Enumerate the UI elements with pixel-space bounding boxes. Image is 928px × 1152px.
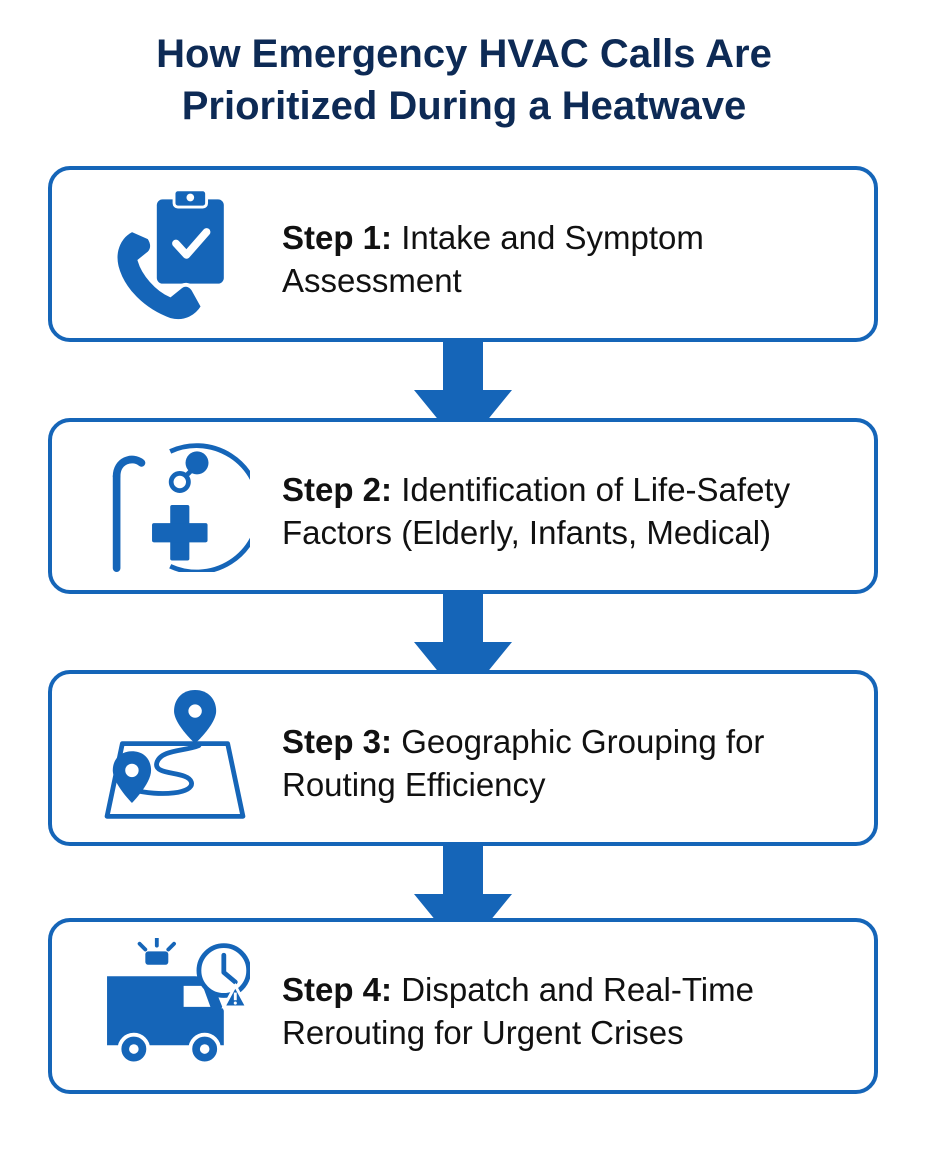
step-1-title-line-2: Assessment bbox=[282, 262, 462, 299]
title-line-1: How Emergency HVAC Calls Are bbox=[156, 32, 772, 76]
step-2-text bbox=[282, 468, 862, 554]
step-3-title-line-2: Routing Efficiency bbox=[282, 766, 546, 803]
page-title bbox=[0, 28, 928, 132]
cane-pacifier-medical-cross-icon bbox=[100, 438, 250, 572]
step-4-label: Step 4: bbox=[282, 971, 393, 1008]
step-1-title-part: Intake and Symptom bbox=[392, 219, 704, 256]
step-3-box bbox=[48, 670, 878, 846]
phone-clipboard-check-icon bbox=[100, 186, 250, 320]
step-4-title-line-2: Rerouting for Urgent Crises bbox=[282, 1014, 684, 1051]
step-4-box bbox=[48, 918, 878, 1094]
step-4-title-part: Dispatch and Real-Time bbox=[392, 971, 754, 1008]
step-3-text bbox=[282, 720, 862, 806]
step-1-label: Step 1: bbox=[282, 219, 393, 256]
map-route-pins-icon bbox=[100, 690, 250, 824]
step-2-box bbox=[48, 418, 878, 594]
title-line-2: Prioritized During a Heatwave bbox=[181, 84, 747, 128]
service-van-clock-alert-icon bbox=[100, 938, 250, 1072]
step-3-title-part: Geographic Grouping for bbox=[392, 723, 765, 760]
step-2-title-part: Identification of Life-Safety bbox=[392, 471, 791, 508]
step-3-label: Step 3: bbox=[282, 723, 393, 760]
step-2-title-line-2: Factors (Elderly, Infants, Medical) bbox=[282, 514, 772, 551]
step-1-box bbox=[48, 166, 878, 342]
step-1-text bbox=[282, 216, 862, 302]
step-2-label: Step 2: bbox=[282, 471, 393, 508]
step-4-text bbox=[282, 968, 862, 1054]
